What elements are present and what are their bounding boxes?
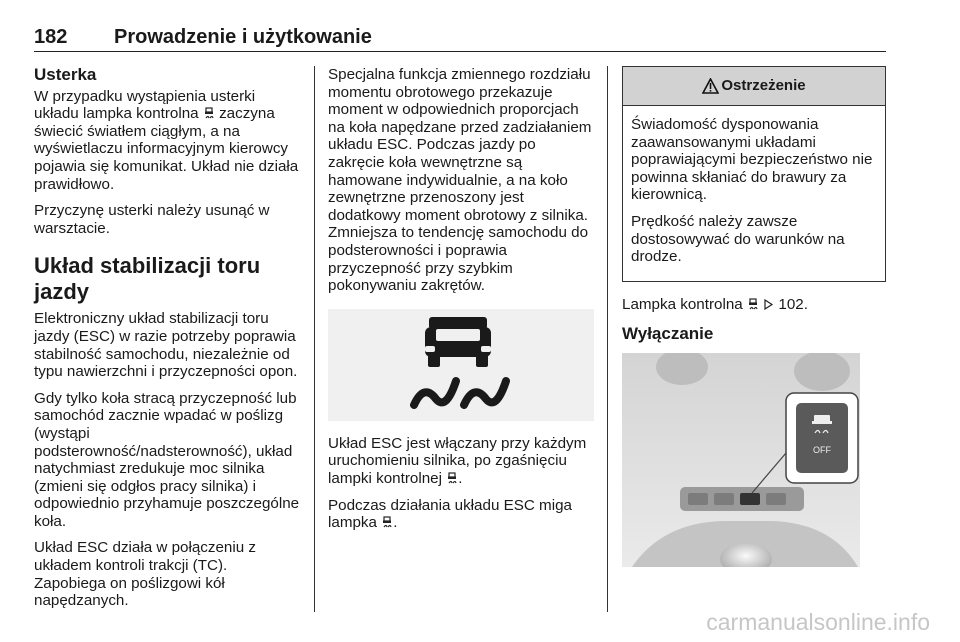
paragraph: Lampka kontrolna 102. bbox=[622, 295, 808, 313]
paragraph: Układ ESC jest włączany przy każdym uruchomieniu silnika, po zgaśnięciu lampki kontrolnej . bbox=[328, 434, 587, 487]
esc-warning-icon bbox=[446, 472, 458, 485]
warning-triangle-icon bbox=[702, 78, 719, 94]
column-1 bbox=[34, 66, 302, 619]
page-reference-icon bbox=[763, 299, 774, 310]
paragraph: W przypadku wystąpienia usterki układu lampka kontrolna zaczyna świecić światłem ciągłym, a na wyświetlaczu informacyjnym kierowcy pojawia się komunikat. Układ nie działa prawidłowo. bbox=[34, 87, 299, 193]
off-button-label: OFF bbox=[813, 444, 831, 455]
paragraph: Gdy tylko koła stracą przyczepność lub samochód zacznie wpadać w poślizg (wystąpi podsterowność/nadsterowność), układ natychmiast zredukuje moc silnika (zmieni się odgłos pracy silnika) i odpowiednio przyhamuje poszczególne koła. bbox=[34, 389, 300, 530]
esc-warning-icon bbox=[747, 298, 759, 311]
page-title: Prowadzenie i użytkowanie bbox=[114, 26, 372, 48]
section-heading-esc: Układ stabilizacji toru jazdy bbox=[34, 253, 261, 305]
watermark: carmanualsonline.info bbox=[706, 609, 930, 635]
column-divider bbox=[607, 66, 608, 612]
esc-off-button-photo bbox=[622, 353, 860, 567]
section-heading-wylaczanie: Wyłączanie bbox=[622, 324, 714, 344]
page-number: 182 bbox=[34, 26, 68, 48]
column-3 bbox=[622, 66, 886, 567]
column-2 bbox=[328, 66, 594, 541]
esc-warning-icon bbox=[203, 107, 215, 120]
warning-title: Ostrzeżenie bbox=[721, 77, 806, 95]
paragraph: Elektroniczny układ stabilizacji toru jazdy (ESC) w razie potrzeby poprawia stabilność samochodu, niezależnie od typu nawierzchni i przyczepności opon. bbox=[34, 310, 298, 381]
paragraph: Specjalna funkcja zmiennego rozdziału momentu obrotowego przekazuje moment w odpowiednich proporcjach na koła napędzane przed zadziałaniem układu ESC. Podczas jazdy po zakręcie koła wewnętrzne są hamowane indywidualnie, a na koło zewnętrzne przenoszony jest dodatkowy moment obrotowy z silnika. Zmniejsza to tendencję samochodu do podsterowności i poprawia przyczepność przy szybkim pokonywaniu zakrętów. bbox=[328, 66, 592, 295]
warning-header bbox=[623, 67, 885, 106]
paragraph: Przyczynę usterki należy usunąć w warsztacie. bbox=[34, 202, 270, 237]
paragraph: Układ ESC działa w połączeniu z układem kontroli trakcji (TC). Zapobiega on poślizgowi kół napędzanych. bbox=[34, 539, 257, 610]
page-header bbox=[34, 26, 886, 52]
column-divider bbox=[314, 66, 315, 612]
warning-box bbox=[622, 66, 886, 282]
section-heading-usterka: Usterka bbox=[34, 65, 97, 84]
warning-body bbox=[623, 106, 885, 281]
paragraph: Świadomość dysponowania zaawansowanymi układami poprawiającymi bezpieczeństwo nie powinna skłaniać do brawury za kierownicą. bbox=[631, 116, 873, 204]
paragraph: Prędkość należy zawsze dostosowywać do warunków na drodze. bbox=[631, 212, 845, 266]
paragraph: Podczas działania układu ESC miga lampka . bbox=[328, 496, 572, 532]
esc-warning-icon bbox=[381, 516, 393, 529]
header-divider bbox=[34, 51, 886, 52]
esc-symbol-illustration bbox=[328, 309, 594, 421]
